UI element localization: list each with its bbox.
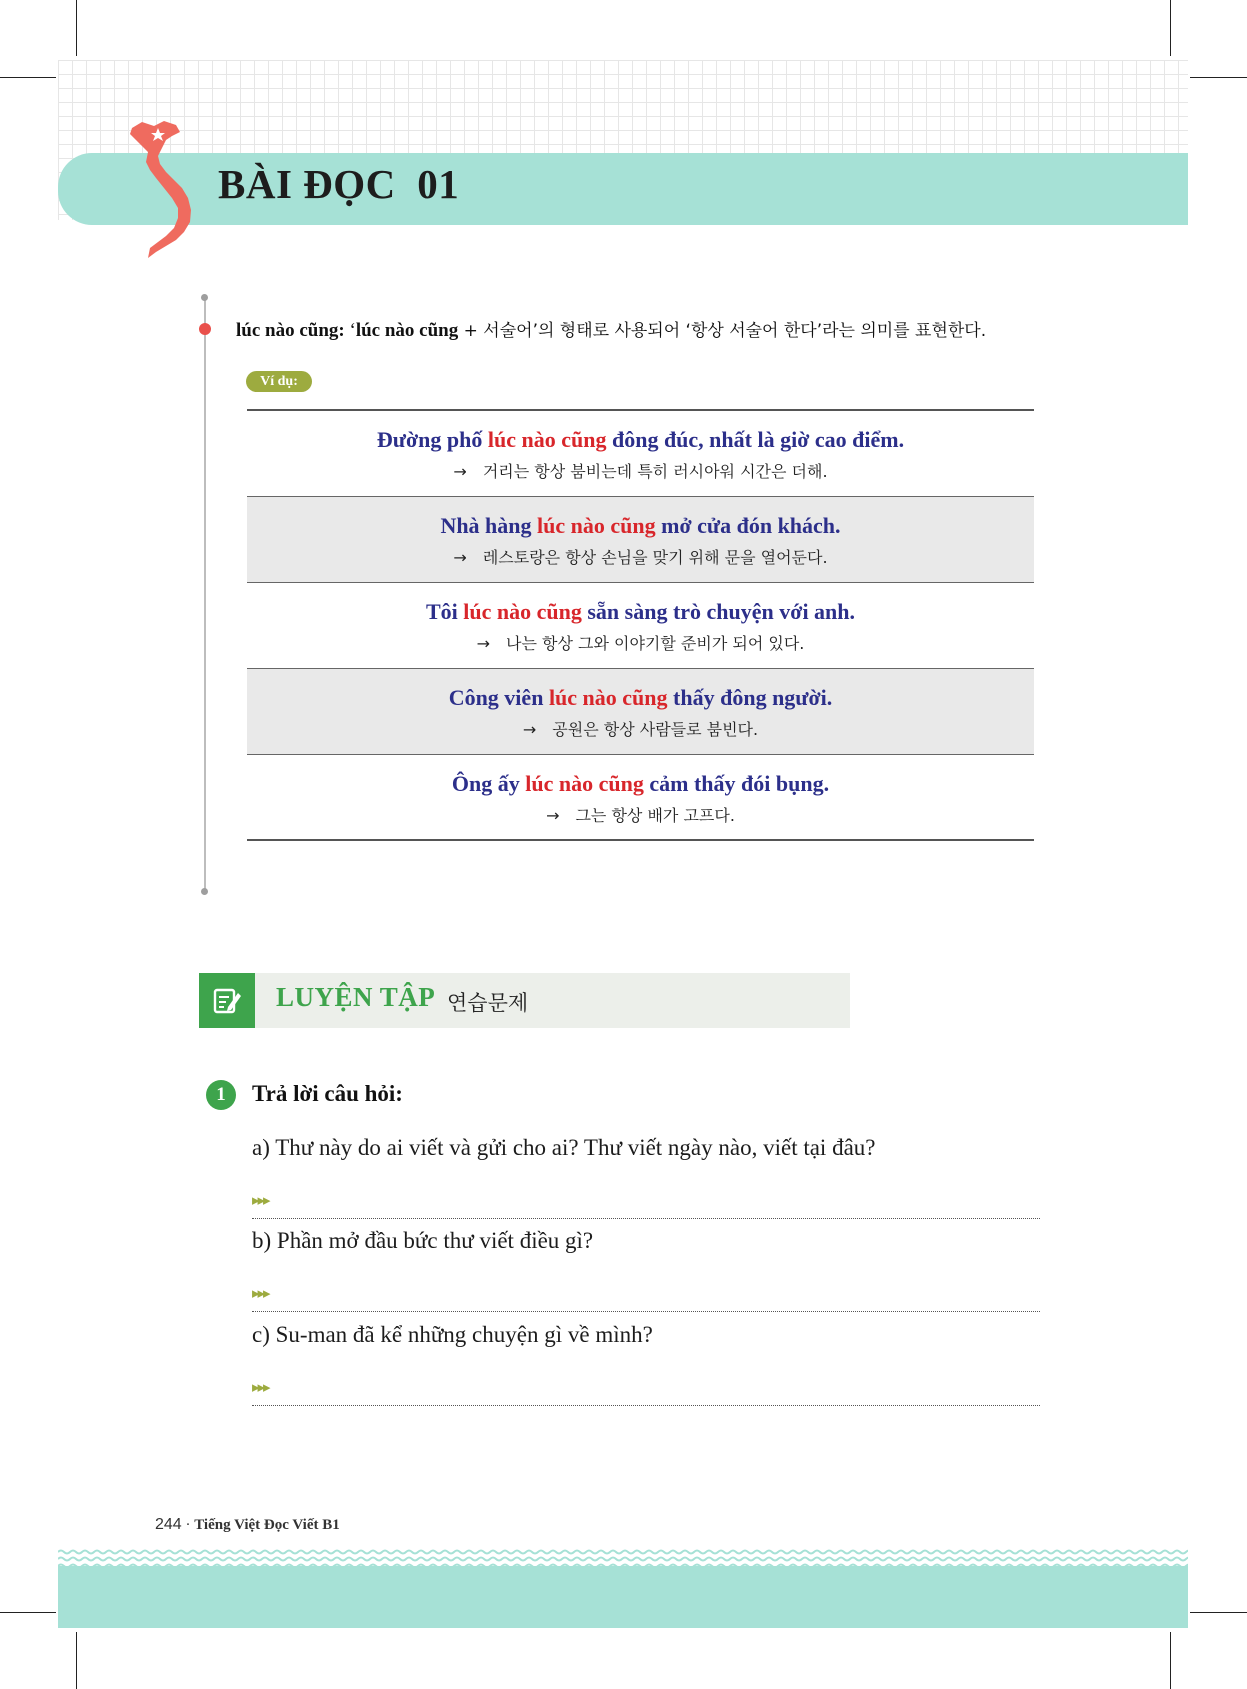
grammar-explanation <box>236 316 1136 342</box>
grammar-quote-open: ‘ <box>344 320 356 341</box>
crop-mark <box>1170 0 1171 56</box>
arrow-icon: → <box>453 462 467 481</box>
example-korean <box>247 803 1034 826</box>
arrow-icon: → <box>453 548 467 567</box>
practice-title-korean: 연습문제 <box>447 991 529 1015</box>
example-highlight: lúc nào cũng <box>487 427 607 452</box>
practice-title: LUYỆN TẬP <box>276 982 436 1012</box>
example-highlight: lúc nào cũng <box>548 685 668 710</box>
answer-line[interactable] <box>252 1218 1040 1219</box>
answer-marker-icon: ▸▸▸ <box>252 1286 269 1302</box>
example-row <box>247 669 1034 755</box>
example-translation: 그는 항상 배가 고프다. <box>575 806 735 825</box>
page-title: BÀI ĐỌC 01 <box>218 161 460 207</box>
example-translation: 공원은 항상 사람들로 붐빈다. <box>552 720 759 739</box>
answer-line[interactable] <box>252 1311 1040 1312</box>
examples-table <box>247 409 1034 841</box>
crop-mark <box>76 1632 77 1689</box>
crop-mark <box>1190 1612 1247 1613</box>
rule-dot <box>201 294 208 301</box>
example-label-badge: Ví dụ: <box>246 371 312 392</box>
example-highlight: lúc nào cũng <box>537 513 656 538</box>
example-highlight: lúc nào cũng <box>525 771 644 796</box>
example-text: đông đúc, nhất là giờ cao điểm. <box>606 427 905 452</box>
example-text: sẵn sàng trò chuyện với anh. <box>581 599 856 624</box>
vietnam-map-icon <box>128 118 198 266</box>
section-vertical-rule <box>204 297 206 891</box>
crop-mark <box>76 0 77 56</box>
example-vietnamese <box>247 426 1034 454</box>
example-row <box>247 583 1034 669</box>
grammar-description: + 서술어’의 형태로 사용되어 ‘항상 서술어 한다’라는 의미를 표현한다. <box>458 321 987 341</box>
answer-marker-icon: ▸▸▸ <box>252 1380 269 1396</box>
example-row <box>247 497 1034 583</box>
arrow-icon: → <box>546 806 560 825</box>
example-row <box>247 755 1034 841</box>
example-vietnamese <box>247 684 1034 712</box>
arrow-icon: → <box>522 720 537 739</box>
crop-mark <box>0 77 56 78</box>
example-text: cảm thấy đói bụng. <box>643 771 830 796</box>
example-text: Công viên <box>448 685 549 710</box>
crop-mark <box>1170 1632 1171 1689</box>
footer-separator: · <box>181 1517 195 1533</box>
page-number: 244 <box>155 1516 182 1533</box>
practice-icon-box <box>199 973 255 1028</box>
example-korean <box>247 717 1034 740</box>
example-row <box>247 411 1034 497</box>
grammar-term: lúc nào cũng: <box>236 320 345 341</box>
question-item: a) Thư này do ai viết và gửi cho ai? Thư viết ngày nào, viết tại đâu? <box>252 1135 876 1160</box>
example-translation: 나는 항상 그와 이야기할 준비가 되어 있다. <box>506 634 805 653</box>
page-footer <box>155 1516 340 1534</box>
example-korean <box>247 631 1034 654</box>
rule-dot <box>201 888 208 895</box>
example-vietnamese <box>247 598 1034 626</box>
example-text: Đường phố <box>376 427 488 452</box>
example-text: Ông ấy <box>451 771 526 796</box>
question-title: Trả lời câu hỏi: <box>252 1081 403 1106</box>
question-item: b) Phần mở đầu bức thư viết điều gì? <box>252 1228 594 1253</box>
example-text: Tôi <box>425 599 464 624</box>
bullet-dot <box>199 323 211 335</box>
answer-line[interactable] <box>252 1405 1040 1406</box>
example-text: mở cửa đón khách. <box>655 513 841 538</box>
crop-mark <box>1190 77 1247 78</box>
arrow-icon: → <box>476 634 491 653</box>
example-text: Nhà hàng <box>440 513 538 538</box>
crop-mark <box>0 1612 56 1613</box>
wave-line <box>58 1558 1188 1561</box>
question-item: c) Su-man đã kể những chuyện gì về mình? <box>252 1322 653 1347</box>
footer-band <box>58 1566 1188 1628</box>
example-translation: 거리는 항상 붐비는데 특히 러시아워 시간은 더해. <box>482 462 828 481</box>
example-korean <box>247 459 1034 482</box>
example-translation: 레스토랑은 항상 손님을 맞기 위해 문을 열어둔다. <box>482 548 828 567</box>
book-title: Tiếng Việt Đọc Viết B1 <box>194 1517 340 1533</box>
grammar-pattern: lúc nào cũng <box>355 320 459 341</box>
example-vietnamese <box>247 770 1034 798</box>
question-number-badge: 1 <box>206 1080 236 1110</box>
answer-marker-icon: ▸▸▸ <box>252 1193 269 1209</box>
example-vietnamese <box>247 512 1034 540</box>
wave-line <box>58 1551 1188 1554</box>
example-text: thấy đông người. <box>667 685 833 710</box>
notepad-pencil-icon <box>212 985 242 1015</box>
example-highlight: lúc nào cũng <box>463 599 582 624</box>
example-korean <box>247 545 1034 568</box>
